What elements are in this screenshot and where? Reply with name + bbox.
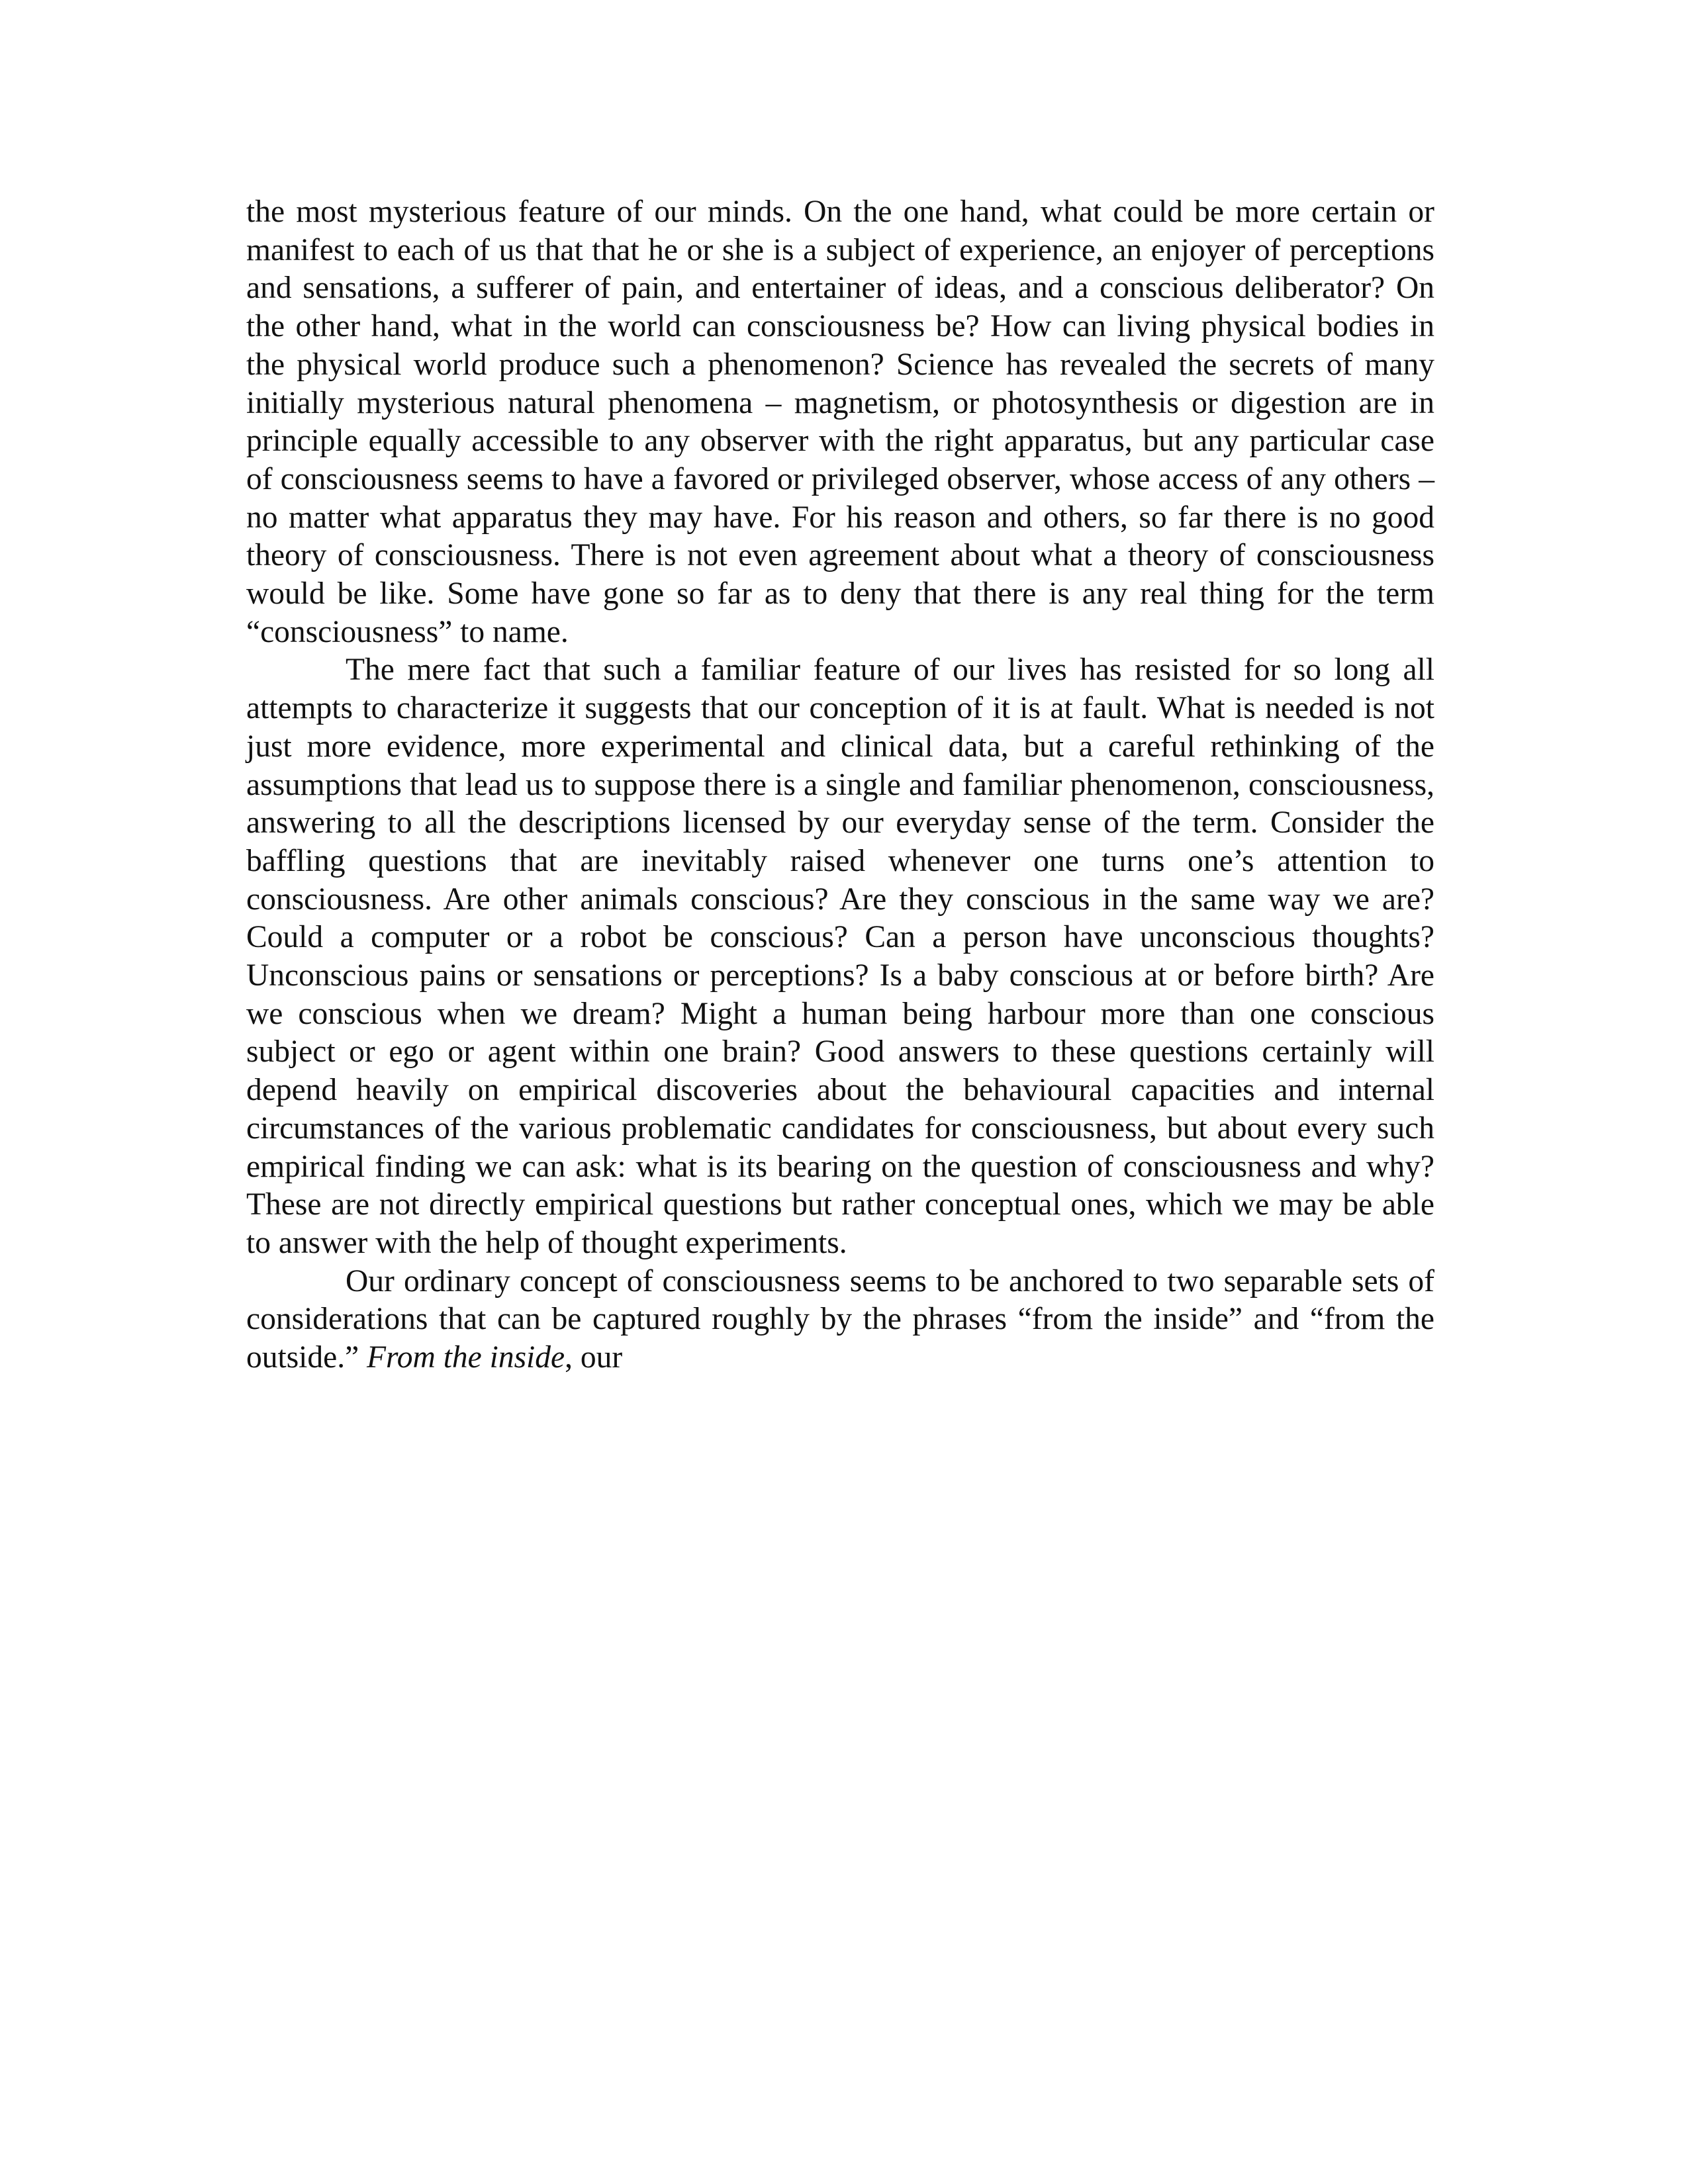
paragraph-1: the most mysterious feature of our minds. On the one hand, what could be more certain or manifest to each of us that that he or she is a subject of experience, an enjoyer of perceptions and sensations, a sufferer of pain, and entertainer of ideas, and a conscious deliberator? On the other hand, what in the world can consciousness be? How can living physical bodies in the physical world produce such a phenomenon? Science has revealed the secrets of many initially mysterious natural phenomena – magnetism, or photosynthesis or digestion are in principle equally accessible to any observer with the right apparatus, but any particular case of consciousness seems to have a favored or privileged observer, whose access of any others – no matter what apparatus they may have. For his reason and others, so far there is no good theory of consciousness. There is not even agreement about what a theory of consciousness would be like. Some have gone so far as to deny that there is any real thing for the term “consciousness” to name. (246, 195, 1434, 649)
paragraph-3 (246, 1263, 1434, 1377)
paragraph-3-text-end: , our (565, 1340, 623, 1375)
paragraph-2: The mere fact that such a familiar feature of our lives has resisted for so long all attempts to characterize it suggests that our conception of it is at fault. What is needed is not just more evidence, more experimental and clinical data, but a careful rethinking of the assumptions that lead us to suppose there is a single and familiar phenomenon, consciousness, answering to all the descriptions licensed by our everyday sense of the term. Consider the baffling questions that are inevitably raised whenever one turns one’s attention to consciousness. Are other animals conscious? Are they conscious in the same way we are? Could a computer or a robot be conscious? Can a person have unconscious thoughts? Unconscious pains or sensations or perceptions? Is a baby conscious at or before birth? Are we conscious when we dream? Might a human being harbour more than one conscious subject or ego or agent within one brain? Good answers to these questions certainly will depend heavily on empirical discoveries about the behavioural capacities and internal circumstances of the various problematic candidates for consciousness, but about every such empirical finding we can ask: what is its bearing on the question of consciousness and why? These are not directly empirical questions but rather conceptual ones, which we may be able to answer with the help of thought experiments. (246, 653, 1434, 1260)
body-text (246, 193, 1434, 1377)
paragraph-3-text-start: Our ordinary concept of consciousness seems to be anchored to two separable sets of considerations that can be captured roughly by the phrases “from the inside” and “from the outside.” (246, 1263, 1434, 1375)
paragraph-3-italic-phrase: From the inside (367, 1340, 565, 1375)
